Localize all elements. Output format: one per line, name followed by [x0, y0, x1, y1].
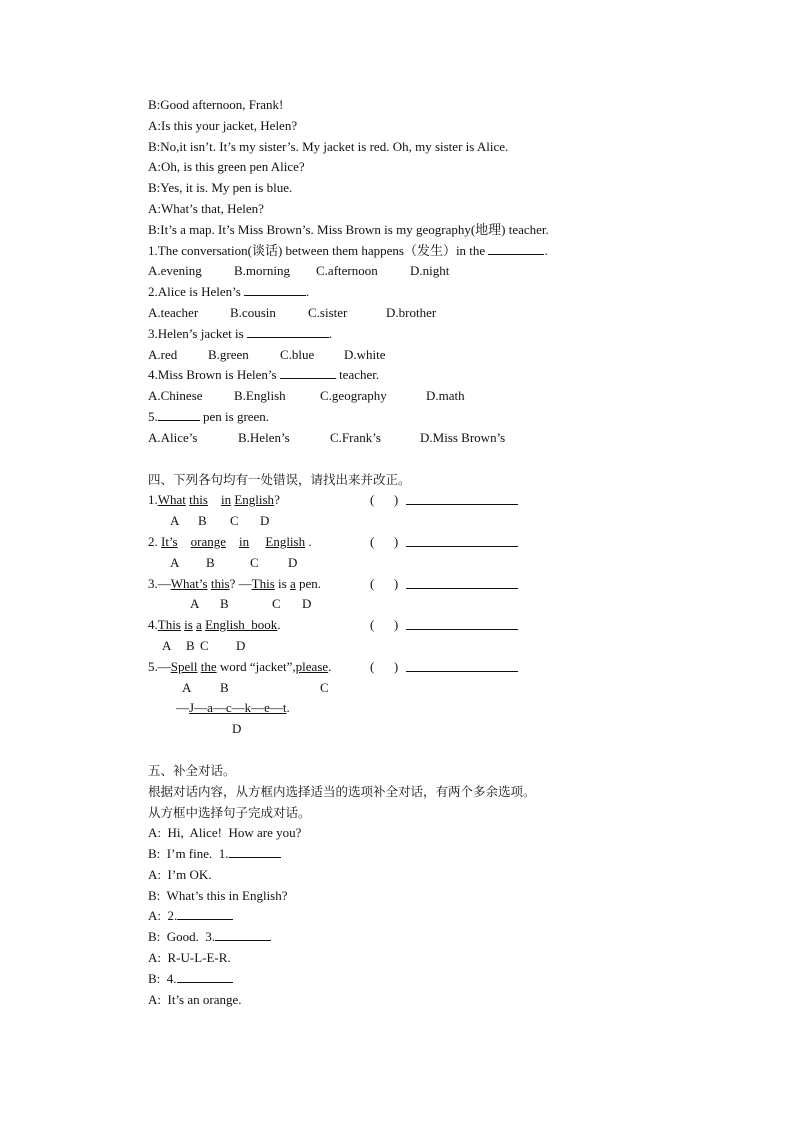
- plain-segment: 5.—: [148, 658, 171, 674]
- dialogue-text: B: What’s this in English?: [148, 887, 288, 903]
- plain-segment: [208, 492, 221, 507]
- answer-blank[interactable]: [280, 365, 336, 379]
- dialogue-line: [148, 886, 668, 907]
- underlined-segment: This: [251, 575, 275, 591]
- section5-title: 五、补全对话。: [148, 762, 236, 778]
- option-letters: [148, 678, 668, 699]
- option-letter: C: [230, 513, 239, 529]
- spelling-segment: —: [176, 700, 189, 716]
- worksheet: [148, 95, 668, 1010]
- underlined-segment: It’s: [161, 533, 178, 549]
- underlined-segment: this: [210, 575, 230, 591]
- error-sentence: [148, 657, 668, 678]
- question-text: [148, 282, 668, 303]
- spelling-segment: k: [244, 700, 252, 716]
- option-letters: [148, 719, 668, 740]
- spelling-segment: .: [286, 700, 290, 716]
- spelling-segment: —: [231, 700, 245, 716]
- answer-option[interactable]: B.morning: [234, 263, 290, 279]
- dialogue-text: A: It’s an orange.: [148, 991, 242, 1007]
- answer-option[interactable]: A.Chinese: [148, 388, 203, 404]
- question-text: [148, 241, 668, 262]
- answer-option[interactable]: D.white: [344, 346, 386, 362]
- option-letter: A: [170, 554, 180, 570]
- answer-blank[interactable]: [215, 927, 271, 941]
- option-letters: [148, 553, 668, 574]
- plain-segment: is: [274, 575, 290, 591]
- option-letter: A: [170, 513, 180, 529]
- option-letters: [148, 511, 668, 532]
- answer-blank[interactable]: [244, 282, 306, 296]
- option-letter: D: [288, 554, 298, 570]
- answer-paren[interactable]: ( ): [370, 492, 399, 508]
- plain-segment: 1.: [148, 492, 158, 508]
- question-suffix: teacher.: [335, 367, 380, 383]
- section5-instruction-2: 从方框中选择句子完成对话。: [148, 804, 311, 820]
- option-letter: D: [260, 513, 270, 529]
- dialogue-line: [148, 844, 668, 865]
- answer-blank[interactable]: [488, 241, 544, 255]
- spelling-segment: J: [189, 700, 195, 716]
- plain-segment: ?: [274, 492, 280, 508]
- option-letter: D: [236, 637, 246, 653]
- plain-segment: word “jacket”,: [216, 658, 296, 674]
- sentence-text: [148, 534, 312, 549]
- option-letter: D: [302, 596, 312, 612]
- underlined-segment: a: [196, 617, 202, 633]
- answer-option[interactable]: D.math: [426, 388, 465, 404]
- answer-blank[interactable]: [177, 969, 233, 983]
- sentence-text: [148, 576, 321, 591]
- question-suffix: .: [544, 242, 548, 258]
- question-text: [148, 324, 668, 345]
- error-sentence: [148, 615, 668, 636]
- answer-paren[interactable]: ( ): [370, 533, 399, 549]
- answer-option[interactable]: C.afternoon: [316, 263, 378, 279]
- spacer: [148, 740, 668, 761]
- fill-dialogue: [148, 823, 668, 1010]
- underlined-segment: English book: [205, 617, 278, 633]
- option-letters: [148, 636, 668, 657]
- option-row: [148, 261, 668, 282]
- underlined-segment: the: [200, 658, 217, 674]
- underlined-segment: in: [239, 533, 250, 549]
- question-text: [148, 365, 668, 386]
- underlined-segment: What’s: [170, 575, 208, 591]
- spelling-segment: t: [282, 700, 287, 716]
- dialogue-text: B: I’m fine. 1.: [148, 846, 229, 862]
- dialogue-line: B:Good afternoon, Frank!: [148, 97, 284, 112]
- plain-segment: [226, 534, 239, 549]
- question-prompt: 3.Helen’s jacket is: [148, 325, 247, 341]
- option-row: [148, 303, 668, 324]
- plain-segment: pen.: [295, 575, 322, 591]
- answer-option[interactable]: D.night: [410, 263, 450, 279]
- dialogue-line: A:Is this your jacket, Helen?: [148, 117, 298, 133]
- option-letter: C: [272, 596, 281, 612]
- plain-segment: 4.: [148, 617, 158, 633]
- answer-option[interactable]: B.green: [208, 346, 249, 362]
- dialogue-line: [148, 865, 668, 886]
- option-letter: C: [320, 679, 329, 695]
- section5-instruction: 根据对话内容，从方框内选择适当的选项补全对话，有两个多余选项。: [148, 783, 536, 799]
- option-row: [148, 345, 668, 366]
- plain-segment: [178, 534, 191, 549]
- spacer: [148, 449, 668, 470]
- section4-title: 四、下列各句均有一处错误，请找出来并改正。: [148, 471, 411, 487]
- underlined-segment: orange: [190, 533, 226, 549]
- dialogue-line: A:Oh, is this green pen Alice?: [148, 159, 305, 175]
- dialogue-text: A: 2.: [148, 908, 178, 924]
- error-sentence: [148, 532, 668, 553]
- answer-option[interactable]: A.evening: [148, 263, 202, 279]
- option-letter: B: [186, 637, 195, 653]
- option-letter: C: [200, 637, 209, 653]
- answer-option[interactable]: C.geography: [320, 388, 387, 404]
- dialogue-line: [148, 948, 668, 969]
- answer-option[interactable]: B.English: [234, 388, 286, 404]
- answer-option[interactable]: A.teacher: [148, 304, 199, 320]
- answer-option[interactable]: B.Helen’s: [238, 429, 290, 445]
- correction-blank[interactable]: [406, 629, 518, 630]
- error-sentence: [148, 490, 668, 511]
- underlined-segment: What: [157, 492, 186, 508]
- dialogue-text: B: Good. 3.: [148, 929, 216, 945]
- question-suffix: pen is green.: [199, 408, 270, 424]
- correction-blank[interactable]: [406, 671, 518, 672]
- option-letter: A: [190, 596, 200, 612]
- answer-option[interactable]: D.brother: [386, 304, 437, 320]
- option-letter: B: [206, 554, 215, 570]
- dialogue-line: B:No,it isn’t. It’s my sister’s. My jacket is red. Oh, my sister is Alice.: [148, 138, 509, 154]
- dialogue-text: B: 4.: [148, 970, 177, 986]
- spelling-segment: e: [264, 700, 270, 716]
- plain-segment: .: [277, 617, 281, 633]
- answer-option[interactable]: C.blue: [280, 346, 315, 362]
- underlined-segment: is: [184, 617, 193, 633]
- plain-segment: 2.: [148, 533, 161, 549]
- underlined-segment: English: [234, 492, 275, 508]
- answer-option[interactable]: B.cousin: [230, 304, 276, 320]
- option-letter: D: [232, 721, 242, 737]
- sentence-text: [148, 659, 331, 674]
- spelling-segment: —: [194, 700, 208, 716]
- answer-option[interactable]: C.sister: [308, 304, 348, 320]
- dialogue-line: B:It’s a map. It’s Miss Brown’s. Miss Brown is my geography(地理) teacher.: [148, 221, 549, 237]
- answer-option[interactable]: C.Frank’s: [330, 429, 381, 445]
- answer-blank[interactable]: [158, 407, 200, 421]
- reading-dialogue: [148, 95, 668, 241]
- dialogue-line: [148, 823, 668, 844]
- plain-segment: .: [328, 658, 332, 674]
- correction-blank[interactable]: [406, 588, 518, 589]
- underlined-segment: this: [189, 492, 208, 508]
- plain-segment: ? —: [229, 575, 252, 591]
- question-suffix: .: [306, 284, 310, 300]
- answer-option[interactable]: A.red: [148, 346, 178, 362]
- option-letters: [148, 594, 668, 615]
- dialogue-text: A: R-U-L-E-R.: [148, 950, 231, 966]
- plain-segment: .: [305, 533, 312, 549]
- option-row: [148, 428, 668, 449]
- option-letter: B: [220, 596, 229, 612]
- correction-blank[interactable]: [406, 504, 518, 505]
- answer-blank[interactable]: [177, 906, 233, 920]
- dialogue-line: [148, 927, 668, 948]
- spelling-segment: c: [225, 700, 232, 716]
- underlined-segment: This: [157, 617, 181, 633]
- plain-segment: [249, 534, 265, 549]
- question-prompt: 4.Miss Brown is Helen’s: [148, 367, 280, 383]
- question-prompt: 2.Alice is Helen’s: [148, 284, 245, 300]
- answer-paren[interactable]: ( ): [370, 575, 399, 591]
- plain-segment: 3.—: [148, 575, 171, 591]
- error-correction-items: [148, 490, 668, 740]
- question-text: [148, 407, 668, 428]
- option-letter: A: [162, 637, 172, 653]
- underlined-segment: a: [289, 575, 296, 591]
- answer-paren[interactable]: ( ): [370, 617, 399, 633]
- dialogue-text: A: Hi, Alice! How are you?: [148, 825, 302, 841]
- correction-blank[interactable]: [406, 546, 518, 547]
- dialogue-text: A: I’m OK.: [148, 866, 212, 882]
- answer-blank[interactable]: [229, 844, 281, 858]
- answer-option[interactable]: A.Alice’s: [148, 429, 198, 445]
- question-prompt: 1.The conversation(谈话) between them happens（发生）in the: [148, 242, 489, 258]
- underlined-segment: please: [295, 658, 329, 674]
- option-letter: B: [198, 513, 207, 529]
- dialogue-line: [148, 990, 668, 1011]
- reading-questions: [148, 241, 668, 449]
- underlined-segment: English: [265, 533, 306, 549]
- sentence-text: [148, 617, 281, 632]
- dialogue-line: [148, 969, 668, 990]
- answer-blank[interactable]: [247, 324, 329, 338]
- sentence-text: [148, 492, 280, 507]
- option-row: [148, 386, 668, 407]
- spelling-line: [148, 698, 668, 719]
- spelling-segment: a: [207, 700, 213, 716]
- answer-option[interactable]: D.Miss Brown’s: [420, 429, 506, 445]
- question-prompt: 5.: [148, 408, 158, 424]
- underlined-segment: in: [220, 492, 232, 508]
- spelling-segment: —: [251, 700, 265, 716]
- dialogue-line: A:What’s that, Helen?: [148, 200, 264, 216]
- dialogue-line: B:Yes, it is. My pen is blue.: [148, 180, 293, 196]
- answer-paren[interactable]: ( ): [370, 658, 399, 674]
- option-letter: A: [182, 679, 192, 695]
- option-letter: C: [250, 554, 259, 570]
- dialogue-line: [148, 906, 668, 927]
- question-suffix: .: [328, 325, 333, 341]
- option-letter: B: [220, 679, 229, 695]
- spelling-segment: —: [269, 700, 283, 716]
- spelling-segment: —: [212, 700, 226, 716]
- error-sentence: [148, 574, 668, 595]
- underlined-segment: Spell: [170, 658, 198, 674]
